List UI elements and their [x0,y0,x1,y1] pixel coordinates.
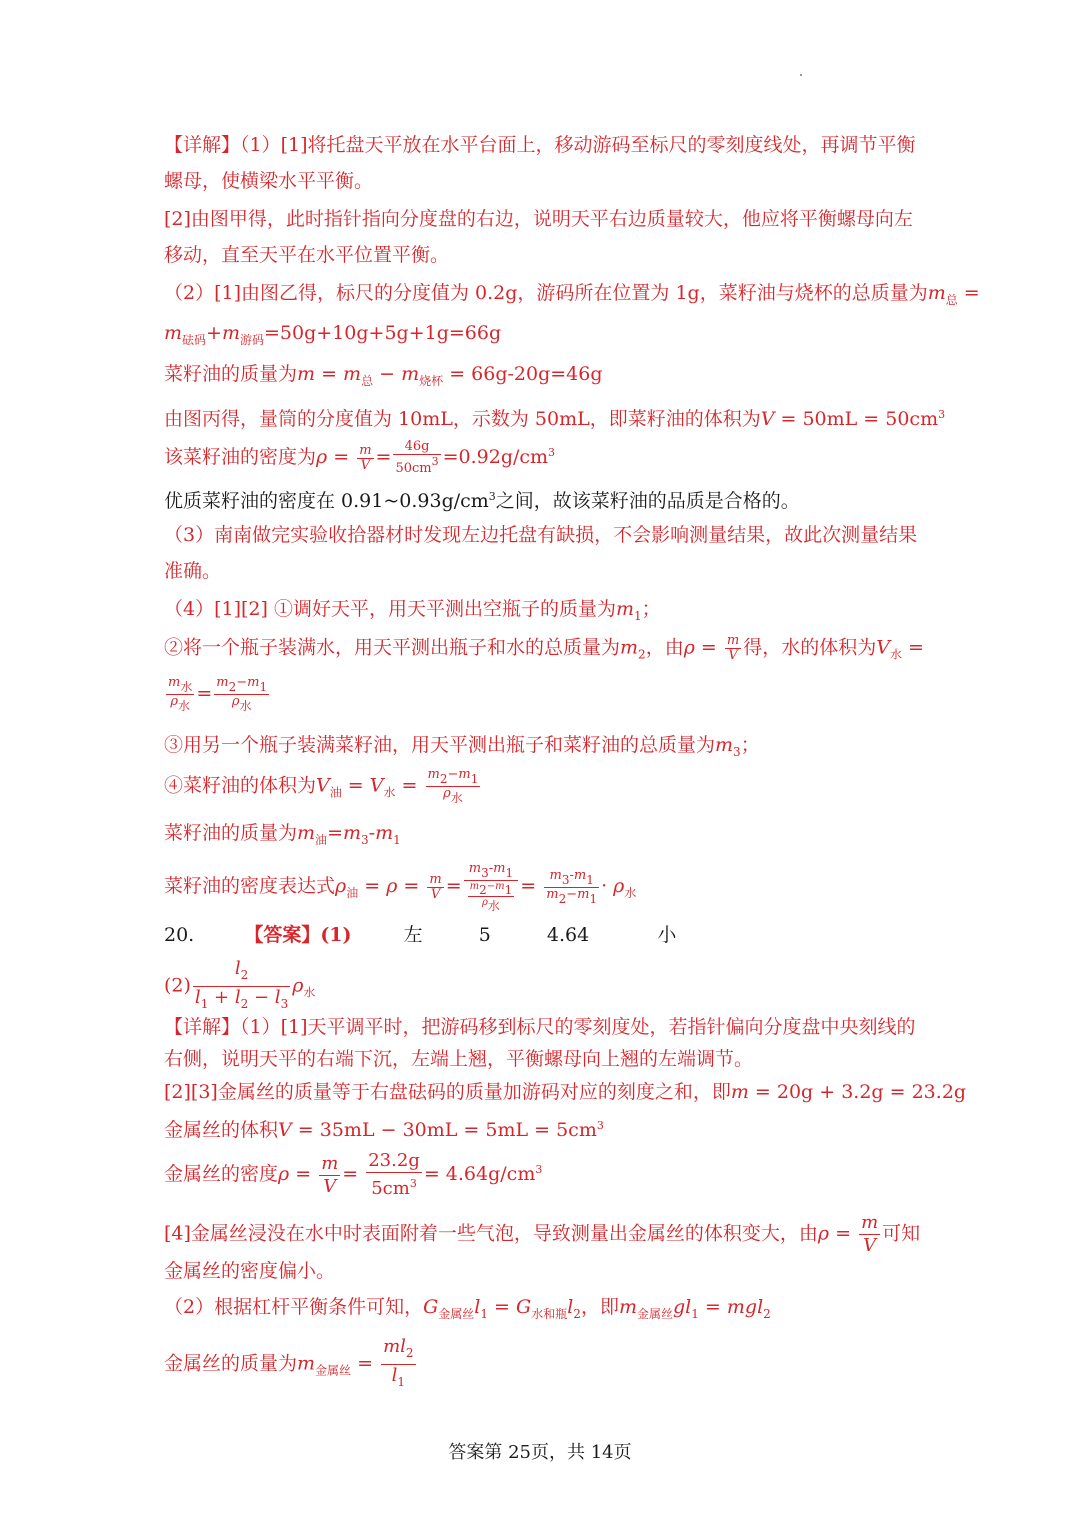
q20-detail-5: 金属丝的密度ρ = $\frac{m}{V}$ = $\frac{23.2g}{5cm^3}$ = $4.64g/cm^3$ [164,1150,543,1199]
q19-line-1: 【详解】（1）[1]将托盘天平放在水平台面上，移动游码至标尺的零刻度线处，再调节平衡 [164,134,916,156]
q20-answer-label: 【答案】(1) [244,924,352,946]
page-footer: 答案第 25页，共 14页 [448,1442,632,1463]
q20-number: 20. [164,924,195,946]
q19-line-19: 菜籽油的密度表达式$\rho_油 = \rho$ = $\frac{m}{V}$ = $\frac{m_3-m_1}{\frac{m_2-m_1}{\rho_水}}$ = $\frac{m_3-m_1}{m_2-m_1}$ · $\rho_水$ [164,861,637,913]
q19-line-12: 准确。 [164,560,222,582]
q20-answer-line [164,922,676,948]
q19-line-13: （4）[1][2] ①调好天平，用天平测出空瓶子的质量为$m_1$； [164,598,661,623]
q20-answer-2: 5 [478,924,491,946]
q19-line-6: $m_{砝码}+m_{游码}=50g+10g+5g+1g=66g$ [164,322,502,347]
q19-line-5: （2）[1]由图乙得，标尺的分度值为 0.2g，游码所在位置为 1g，菜籽油与烧杯的总质量为$m_总$ = [164,282,980,307]
q20-part2-answer: (2) $\frac{l_2}{l_1 + l_2 - l_3}$ $\rho_水$ [164,958,316,1011]
q19-line-16: ③用另一个瓶子装满菜籽油，用天平测出瓶子和菜籽油的总质量为$m_3$； [164,734,760,759]
q19-line-3: [2]由图甲得，此时指针指向分度盘的右边，说明天平右边质量较大，他应将平衡螺母向左 [164,208,913,230]
q19-line-2: 螺母，使横梁水平平衡。 [164,170,374,192]
q19-line-11: （3）南南做完实验收拾器材时发现左边托盘有缺损，不会影响测量结果，故此次测量结果 [164,524,918,546]
q19-line-4: 移动，直至天平在水平位置平衡。 [164,244,450,266]
q20-answer-4: 小 [657,924,677,946]
q20-answer-1: 左 [403,924,423,946]
q20-answer-3: 4.64 [546,924,590,946]
q20-detail-3: [2][3]金属丝的质量等于右盘砝码的质量加游码对应的刻度之和，即m = 20g + 3.2g = 23.2g [164,1081,967,1103]
q20-detail-7: 金属丝的密度偏小。 [164,1260,336,1282]
q20-detail-4: 金属丝的体积$V = 35mL - 30mL = 5mL = 5cm^3$ [164,1119,604,1141]
q19-line-15: $\frac{m_水}{\rho_水}$ = $\frac{m_2-m_1}{\rho_水}$ [168,675,268,713]
q19-line-8: 由图丙得，量筒的分度值为 10mL，示数为 50mL，即菜籽油的体积为$V = 50mL = 50cm^3$ [164,408,946,430]
q19-line-17: ④菜籽油的体积为$V_油 = V_水$ = $\frac{m_2-m_1}{\rho_水}$ [164,767,479,805]
speck [800,74,802,76]
q20-detail-9: 金属丝的质量为$m_{金属丝}$ = $\frac{ml_2}{l_1}$ [164,1336,414,1389]
q20-detail-8: （2）根据杠杆平衡条件可知，$G_{金属丝}l_1 = G_{水和瓶}l_2$，即$m_{金属丝}gl_1 = mgl_2$ [164,1296,771,1321]
q19-line-7: 菜籽油的质量为$m = m_总 - m_{烧杯} = 66g-20g=46g$ [164,363,603,388]
q20-detail-2: 右侧，说明天平的右端下沉，左端上翘，平衡螺母向上翘的左端调节。 [164,1048,754,1070]
q19-line-14: ②将一个瓶子装满水，用天平测出瓶子和水的总质量为$m_2$，由ρ = $\frac{m}{V}$ 得，水的体积为$V_水$ = [164,633,924,663]
q19-line-18: 菜籽油的质量为$m_油=m_3-m_1$ [164,822,401,847]
q20-detail-6: [4]金属丝浸没在水中时表面附着一些气泡，导致测量出金属丝的体积变大，由ρ = $\frac{m}{V}$ 可知 [164,1212,921,1256]
q19-line-9: 该菜籽油的密度为ρ = $\frac{m}{V}$ = $\frac{46g}{50cm^3}$ $=0.92g/cm^3$ [164,439,556,476]
q20-detail-1: 【详解】（1）[1]天平调平时，把游码移到标尺的零刻度处，若指针偏向分度盘中央刻线的 [164,1016,916,1038]
q19-line-10: 优质菜籽油的密度在 $0.91\sim 0.93g/cm^3$之间，故该菜籽油的品质是合格的。 [164,490,800,512]
